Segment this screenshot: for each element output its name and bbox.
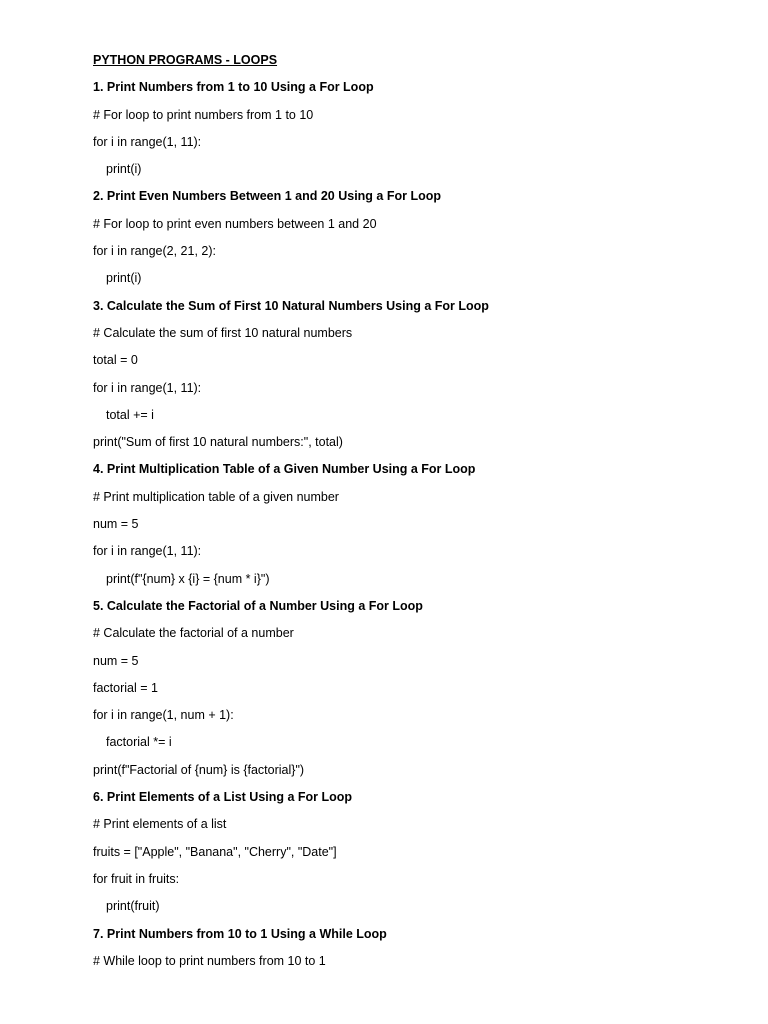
section-heading: 6. Print Elements of a List Using a For Loop — [93, 790, 353, 805]
section-heading: 5. Calculate the Factorial of a Number Using a For Loop — [93, 598, 423, 613]
code-line-indented: factorial *= i — [106, 735, 172, 750]
code-line: # For loop to print even numbers between 1 and 20 — [93, 216, 377, 231]
code-line-indented: total += i — [106, 407, 154, 422]
code-line-indented: print(i) — [106, 271, 142, 286]
code-line: for i in range(1, 11): — [93, 134, 202, 149]
code-line: for i in range(2, 21, 2): — [93, 244, 216, 259]
code-line: for i in range(1, 11): — [93, 380, 202, 395]
code-line-indented: print(fruit) — [106, 899, 160, 914]
section-heading: 7. Print Numbers from 10 to 1 Using a While Loop — [93, 926, 387, 941]
code-line: fruits = ["Apple", "Banana", "Cherry", "Date"] — [93, 844, 337, 859]
document-body — [93, 78, 713, 979]
code-line-indented: print(f"{num} x {i} = {num * i}") — [106, 571, 270, 586]
section-heading: 3. Calculate the Sum of First 10 Natural Numbers Using a For Loop — [93, 298, 489, 313]
code-line: num = 5 — [93, 517, 139, 532]
code-line: num = 5 — [93, 653, 139, 668]
code-line-indented: print(i) — [106, 162, 142, 177]
code-line: # Calculate the factorial of a number — [93, 626, 294, 641]
code-line: # Print multiplication table of a given number — [93, 489, 339, 504]
code-line: print(f"Factorial of {num} is {factorial}") — [93, 762, 305, 777]
code-line: for i in range(1, num + 1): — [93, 708, 234, 723]
code-line: print("Sum of first 10 natural numbers:", total) — [93, 435, 343, 450]
code-line: total = 0 — [93, 353, 138, 368]
code-line: factorial = 1 — [93, 680, 158, 695]
section-heading: 1. Print Numbers from 1 to 10 Using a For Loop — [93, 80, 374, 95]
section-heading: 2. Print Even Numbers Between 1 and 20 Using a For Loop — [93, 189, 441, 204]
code-line: for fruit in fruits: — [93, 871, 180, 886]
code-line: # Print elements of a list — [93, 817, 227, 832]
document-page — [93, 51, 713, 979]
document-title: PYTHON PROGRAMS - LOOPS — [93, 53, 278, 67]
code-line: # While loop to print numbers from 10 to 1 — [93, 953, 326, 968]
section-heading: 4. Print Multiplication Table of a Given Number Using a For Loop — [93, 462, 476, 477]
code-line: for i in range(1, 11): — [93, 544, 202, 559]
code-line: # Calculate the sum of first 10 natural numbers — [93, 325, 353, 340]
code-line: # For loop to print numbers from 1 to 10 — [93, 107, 314, 122]
